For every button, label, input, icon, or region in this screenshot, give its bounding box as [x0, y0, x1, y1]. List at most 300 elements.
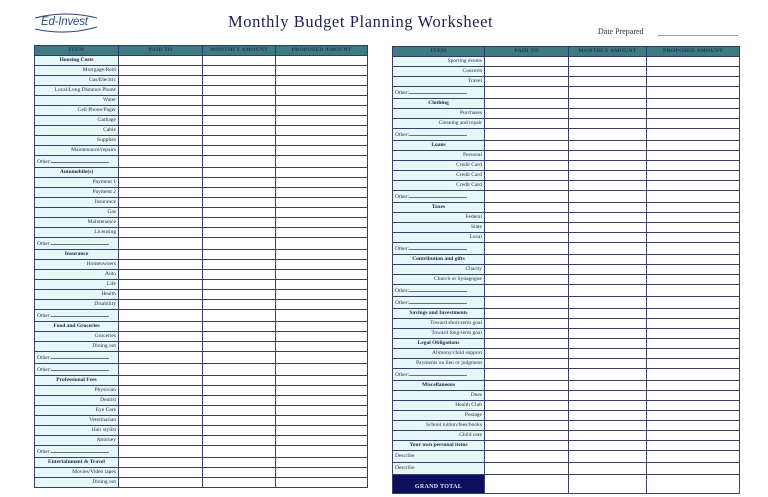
paid-to-cell[interactable] — [119, 270, 203, 280]
proposed-amount-cell[interactable] — [276, 66, 368, 76]
paid-to-cell[interactable] — [485, 243, 569, 255]
proposed-amount-cell[interactable] — [276, 136, 368, 146]
proposed-amount-cell[interactable] — [276, 86, 368, 96]
item-label-text: Describe — [395, 465, 415, 471]
paid-to-cell[interactable] — [485, 109, 569, 119]
paid-to-cell[interactable] — [485, 339, 569, 349]
table-row — [35, 146, 368, 156]
proposed-amount-cell[interactable] — [276, 76, 368, 86]
paid-to-cell[interactable] — [485, 391, 569, 401]
item-label — [35, 270, 119, 280]
proposed-amount-cell[interactable] — [647, 339, 740, 349]
monthly-amount-cell[interactable] — [569, 411, 647, 421]
paid-to-cell[interactable] — [485, 421, 569, 431]
other-blank-line[interactable] — [409, 87, 467, 94]
monthly-amount-cell[interactable] — [203, 300, 276, 310]
paid-to-cell[interactable] — [119, 208, 203, 218]
proposed-amount-cell[interactable] — [276, 386, 368, 396]
proposed-amount-cell[interactable] — [276, 96, 368, 106]
monthly-amount-cell[interactable] — [569, 275, 647, 285]
monthly-amount-cell[interactable] — [569, 359, 647, 369]
proposed-amount-cell[interactable] — [276, 208, 368, 218]
paid-to-cell[interactable] — [485, 475, 569, 494]
monthly-amount-cell[interactable] — [569, 463, 647, 475]
proposed-amount-cell[interactable] — [276, 156, 368, 168]
proposed-amount-cell[interactable] — [276, 426, 368, 436]
monthly-amount-cell[interactable] — [203, 342, 276, 352]
monthly-amount-cell[interactable] — [203, 106, 276, 116]
paid-to-cell[interactable] — [485, 431, 569, 441]
proposed-amount-cell[interactable] — [647, 329, 740, 339]
proposed-amount-cell[interactable] — [647, 441, 740, 451]
other-blank-line[interactable] — [409, 285, 467, 292]
monthly-amount-cell[interactable] — [569, 77, 647, 87]
paid-to-cell[interactable] — [119, 386, 203, 396]
item-label-text: Movies/Video tapes — [72, 469, 116, 475]
paid-to-cell[interactable] — [485, 77, 569, 87]
paid-to-cell[interactable] — [119, 364, 203, 376]
proposed-amount-cell[interactable] — [276, 300, 368, 310]
proposed-amount-cell[interactable] — [647, 475, 740, 494]
paid-to-cell[interactable] — [119, 332, 203, 342]
monthly-amount-cell[interactable] — [203, 66, 276, 76]
item-label[interactable] — [393, 191, 485, 203]
monthly-amount-cell[interactable] — [203, 364, 276, 376]
proposed-amount-cell[interactable] — [647, 411, 740, 421]
paid-to-cell[interactable] — [119, 352, 203, 364]
paid-to-cell[interactable] — [485, 381, 569, 391]
monthly-amount-cell[interactable] — [203, 136, 276, 146]
paid-to-cell[interactable] — [119, 426, 203, 436]
monthly-amount-cell[interactable] — [569, 319, 647, 329]
proposed-amount-cell[interactable] — [647, 77, 740, 87]
monthly-amount-cell[interactable] — [203, 156, 276, 168]
proposed-amount-cell[interactable] — [276, 106, 368, 116]
proposed-amount-cell[interactable] — [647, 297, 740, 309]
proposed-amount-cell[interactable] — [276, 310, 368, 322]
monthly-amount-cell[interactable] — [569, 401, 647, 411]
paid-to-cell[interactable] — [119, 86, 203, 96]
proposed-amount-cell[interactable] — [276, 178, 368, 188]
proposed-amount-cell[interactable] — [647, 451, 740, 463]
proposed-amount-cell[interactable] — [647, 421, 740, 431]
item-label — [393, 411, 485, 421]
monthly-amount-cell[interactable] — [203, 468, 276, 478]
proposed-amount-cell[interactable] — [276, 478, 368, 488]
monthly-amount-cell[interactable] — [569, 431, 647, 441]
item-label[interactable] — [35, 238, 119, 250]
proposed-amount-cell[interactable] — [647, 203, 740, 213]
paid-to-cell[interactable] — [485, 67, 569, 77]
paid-to-cell[interactable] — [485, 87, 569, 99]
paid-to-cell[interactable] — [119, 146, 203, 156]
monthly-amount-cell[interactable] — [203, 96, 276, 106]
paid-to-cell[interactable] — [485, 463, 569, 475]
proposed-amount-cell[interactable] — [276, 218, 368, 228]
monthly-amount-cell[interactable] — [569, 129, 647, 141]
paid-to-cell[interactable] — [119, 322, 203, 332]
item-label[interactable] — [393, 285, 485, 297]
proposed-amount-cell[interactable] — [647, 67, 740, 77]
proposed-amount-cell[interactable] — [276, 168, 368, 178]
monthly-amount-cell[interactable] — [569, 119, 647, 129]
paid-to-cell[interactable] — [119, 66, 203, 76]
monthly-amount-cell[interactable] — [203, 188, 276, 198]
paid-to-cell[interactable] — [119, 376, 203, 386]
proposed-amount-cell[interactable] — [647, 401, 740, 411]
paid-to-cell[interactable] — [485, 451, 569, 463]
proposed-amount-cell[interactable] — [647, 161, 740, 171]
paid-to-cell[interactable] — [485, 233, 569, 243]
monthly-amount-cell[interactable] — [569, 87, 647, 99]
proposed-amount-cell[interactable] — [276, 406, 368, 416]
monthly-amount-cell[interactable] — [569, 285, 647, 297]
category-label — [393, 141, 485, 151]
other-blank-line[interactable] — [409, 191, 467, 198]
proposed-amount-cell[interactable] — [647, 129, 740, 141]
paid-to-cell[interactable] — [485, 181, 569, 191]
monthly-amount-cell[interactable] — [203, 270, 276, 280]
paid-to-cell[interactable] — [485, 191, 569, 203]
monthly-amount-cell[interactable] — [203, 478, 276, 488]
proposed-amount-cell[interactable] — [647, 191, 740, 203]
proposed-amount-cell[interactable] — [647, 463, 740, 475]
monthly-amount-cell[interactable] — [203, 386, 276, 396]
paid-to-cell[interactable] — [485, 129, 569, 141]
other-blank-line[interactable] — [51, 352, 109, 359]
category-row — [35, 168, 368, 178]
proposed-amount-cell[interactable] — [276, 188, 368, 198]
item-label — [35, 218, 119, 228]
paid-to-cell[interactable] — [485, 285, 569, 297]
monthly-amount-cell[interactable] — [203, 168, 276, 178]
item-label — [393, 319, 485, 329]
proposed-amount-cell[interactable] — [276, 228, 368, 238]
monthly-amount-cell[interactable] — [569, 309, 647, 319]
monthly-amount-cell[interactable] — [203, 198, 276, 208]
paid-to-cell[interactable] — [119, 238, 203, 250]
monthly-amount-cell[interactable] — [203, 208, 276, 218]
monthly-amount-cell[interactable] — [203, 458, 276, 468]
paid-to-cell[interactable] — [485, 319, 569, 329]
monthly-amount-cell[interactable] — [569, 191, 647, 203]
item-label[interactable] — [393, 129, 485, 141]
proposed-amount-cell[interactable] — [647, 391, 740, 401]
other-blank-line[interactable] — [51, 156, 109, 163]
proposed-amount-cell[interactable] — [647, 87, 740, 99]
paid-to-cell[interactable] — [485, 119, 569, 129]
monthly-amount-cell[interactable] — [203, 260, 276, 270]
paid-to-cell[interactable] — [119, 406, 203, 416]
item-label[interactable] — [35, 310, 119, 322]
monthly-amount-cell[interactable] — [203, 436, 276, 446]
monthly-amount-cell[interactable] — [569, 297, 647, 309]
item-label[interactable] — [35, 364, 119, 376]
item-label[interactable] — [35, 156, 119, 168]
paid-to-cell[interactable] — [119, 446, 203, 458]
monthly-amount-cell[interactable] — [569, 349, 647, 359]
monthly-amount-cell[interactable] — [203, 228, 276, 238]
item-label[interactable] — [35, 446, 119, 458]
monthly-amount-cell[interactable] — [569, 171, 647, 181]
paid-to-cell[interactable] — [119, 96, 203, 106]
item-label[interactable] — [393, 243, 485, 255]
proposed-amount-cell[interactable] — [647, 309, 740, 319]
paid-to-cell[interactable] — [119, 168, 203, 178]
monthly-amount-cell[interactable] — [203, 376, 276, 386]
monthly-amount-cell[interactable] — [203, 352, 276, 364]
paid-to-cell[interactable] — [485, 171, 569, 181]
proposed-amount-cell[interactable] — [647, 243, 740, 255]
table-row — [393, 191, 740, 203]
paid-to-cell[interactable] — [485, 369, 569, 381]
item-label[interactable] — [393, 369, 485, 381]
monthly-amount-cell[interactable] — [203, 446, 276, 458]
other-blank-line[interactable] — [51, 364, 109, 371]
paid-to-cell[interactable] — [119, 156, 203, 168]
proposed-amount-cell[interactable] — [276, 364, 368, 376]
other-blank-line[interactable] — [409, 297, 467, 304]
paid-to-cell[interactable] — [485, 297, 569, 309]
monthly-amount-cell[interactable] — [203, 56, 276, 66]
monthly-amount-cell[interactable] — [203, 290, 276, 300]
paid-to-cell[interactable] — [119, 198, 203, 208]
proposed-amount-cell[interactable] — [276, 446, 368, 458]
proposed-amount-cell[interactable] — [647, 119, 740, 129]
monthly-amount-cell[interactable] — [569, 181, 647, 191]
paid-to-cell[interactable] — [119, 260, 203, 270]
proposed-amount-cell[interactable] — [647, 141, 740, 151]
monthly-amount-cell[interactable] — [569, 421, 647, 431]
proposed-amount-cell[interactable] — [276, 396, 368, 406]
monthly-amount-cell[interactable] — [203, 146, 276, 156]
monthly-amount-cell[interactable] — [203, 280, 276, 290]
proposed-amount-cell[interactable] — [276, 56, 368, 66]
other-blank-line[interactable] — [409, 243, 467, 250]
proposed-amount-cell[interactable] — [276, 260, 368, 270]
proposed-amount-cell[interactable] — [647, 255, 740, 265]
monthly-amount-cell[interactable] — [569, 243, 647, 255]
paid-to-cell[interactable] — [485, 213, 569, 223]
paid-to-cell[interactable] — [485, 349, 569, 359]
item-label[interactable] — [393, 463, 485, 475]
proposed-amount-cell[interactable] — [647, 319, 740, 329]
paid-to-cell[interactable] — [119, 342, 203, 352]
proposed-amount-cell[interactable] — [647, 57, 740, 67]
item-label[interactable] — [35, 352, 119, 364]
proposed-amount-cell[interactable] — [276, 250, 368, 260]
paid-to-cell[interactable] — [119, 178, 203, 188]
paid-to-cell[interactable] — [485, 401, 569, 411]
monthly-amount-cell[interactable] — [569, 151, 647, 161]
item-label — [35, 136, 119, 146]
category-row — [35, 322, 368, 332]
monthly-amount-cell[interactable] — [203, 250, 276, 260]
monthly-amount-cell[interactable] — [569, 99, 647, 109]
paid-to-cell[interactable] — [485, 265, 569, 275]
item-label — [35, 76, 119, 86]
proposed-amount-cell[interactable] — [276, 238, 368, 250]
paid-to-cell[interactable] — [119, 396, 203, 406]
paid-to-cell[interactable] — [119, 126, 203, 136]
monthly-amount-cell[interactable] — [569, 391, 647, 401]
paid-to-cell[interactable] — [485, 359, 569, 369]
monthly-amount-cell[interactable] — [203, 396, 276, 406]
item-label-text: Other: — [395, 288, 410, 294]
proposed-amount-cell[interactable] — [647, 171, 740, 181]
date-prepared-label: Date Prepared — [598, 27, 644, 36]
monthly-amount-cell[interactable] — [203, 322, 276, 332]
paid-to-cell[interactable] — [485, 329, 569, 339]
paid-to-cell[interactable] — [119, 136, 203, 146]
proposed-amount-cell[interactable] — [276, 198, 368, 208]
proposed-amount-cell[interactable] — [276, 270, 368, 280]
proposed-amount-cell[interactable] — [276, 290, 368, 300]
paid-to-cell[interactable] — [119, 458, 203, 468]
proposed-amount-cell[interactable] — [647, 213, 740, 223]
monthly-amount-cell[interactable] — [569, 265, 647, 275]
paid-to-cell[interactable] — [119, 436, 203, 446]
monthly-amount-cell[interactable] — [569, 369, 647, 381]
paid-to-cell[interactable] — [119, 478, 203, 488]
proposed-amount-cell[interactable] — [647, 181, 740, 191]
paid-to-cell[interactable] — [119, 228, 203, 238]
proposed-amount-cell[interactable] — [647, 349, 740, 359]
monthly-amount-cell[interactable] — [203, 178, 276, 188]
monthly-amount-cell[interactable] — [569, 141, 647, 151]
proposed-amount-cell[interactable] — [647, 223, 740, 233]
proposed-amount-cell[interactable] — [276, 126, 368, 136]
proposed-amount-cell[interactable] — [647, 233, 740, 243]
proposed-amount-cell[interactable] — [276, 376, 368, 386]
monthly-amount-cell[interactable] — [203, 238, 276, 250]
monthly-amount-cell[interactable] — [569, 109, 647, 119]
other-blank-line[interactable] — [409, 369, 467, 376]
proposed-amount-cell[interactable] — [647, 381, 740, 391]
paid-to-cell[interactable] — [119, 116, 203, 126]
proposed-amount-cell[interactable] — [647, 109, 740, 119]
proposed-amount-cell[interactable] — [276, 146, 368, 156]
monthly-amount-cell[interactable] — [569, 203, 647, 213]
monthly-amount-cell[interactable] — [569, 213, 647, 223]
paid-to-cell[interactable] — [485, 255, 569, 265]
proposed-amount-cell[interactable] — [276, 116, 368, 126]
paid-to-cell[interactable] — [119, 290, 203, 300]
proposed-amount-cell[interactable] — [647, 431, 740, 441]
paid-to-cell[interactable] — [485, 57, 569, 67]
monthly-amount-cell[interactable] — [569, 441, 647, 451]
other-blank-line[interactable] — [51, 310, 109, 317]
monthly-amount-cell[interactable] — [203, 86, 276, 96]
monthly-amount-cell[interactable] — [203, 406, 276, 416]
proposed-amount-cell[interactable] — [276, 468, 368, 478]
paid-to-cell[interactable] — [485, 99, 569, 109]
monthly-amount-cell[interactable] — [569, 223, 647, 233]
monthly-amount-cell[interactable] — [203, 218, 276, 228]
monthly-amount-cell[interactable] — [569, 339, 647, 349]
item-label-text: Other: — [395, 246, 410, 252]
item-label — [35, 332, 119, 342]
monthly-amount-cell[interactable] — [569, 381, 647, 391]
paid-to-cell[interactable] — [485, 203, 569, 213]
monthly-amount-cell[interactable] — [203, 426, 276, 436]
proposed-amount-cell[interactable] — [647, 359, 740, 369]
proposed-amount-cell[interactable] — [276, 458, 368, 468]
paid-to-cell[interactable] — [119, 218, 203, 228]
monthly-amount-cell[interactable] — [569, 233, 647, 243]
proposed-amount-cell[interactable] — [647, 151, 740, 161]
paid-to-cell[interactable] — [485, 223, 569, 233]
other-blank-line[interactable] — [51, 238, 109, 245]
other-blank-line[interactable] — [51, 446, 109, 453]
monthly-amount-cell[interactable] — [203, 332, 276, 342]
paid-to-cell[interactable] — [119, 468, 203, 478]
proposed-amount-cell[interactable] — [276, 332, 368, 342]
paid-to-cell[interactable] — [485, 161, 569, 171]
proposed-amount-cell[interactable] — [647, 285, 740, 297]
proposed-amount-cell[interactable] — [647, 369, 740, 381]
date-prepared-field[interactable] — [658, 35, 738, 36]
paid-to-cell[interactable] — [119, 76, 203, 86]
paid-to-cell[interactable] — [485, 275, 569, 285]
paid-to-cell[interactable] — [119, 310, 203, 322]
paid-to-cell[interactable] — [119, 250, 203, 260]
other-blank-line[interactable] — [409, 129, 467, 136]
proposed-amount-cell[interactable] — [647, 265, 740, 275]
paid-to-cell[interactable] — [485, 151, 569, 161]
monthly-amount-cell[interactable] — [569, 57, 647, 67]
paid-to-cell[interactable] — [119, 56, 203, 66]
proposed-amount-cell[interactable] — [276, 342, 368, 352]
proposed-amount-cell[interactable] — [276, 280, 368, 290]
proposed-amount-cell[interactable] — [276, 416, 368, 426]
monthly-amount-cell[interactable] — [569, 161, 647, 171]
monthly-amount-cell[interactable] — [203, 116, 276, 126]
paid-to-cell[interactable] — [485, 411, 569, 421]
paid-to-cell[interactable] — [485, 441, 569, 451]
paid-to-cell[interactable] — [119, 416, 203, 426]
monthly-amount-cell[interactable] — [569, 255, 647, 265]
paid-to-cell[interactable] — [119, 188, 203, 198]
item-label-text: Other: — [395, 194, 410, 200]
paid-to-cell[interactable] — [119, 300, 203, 310]
proposed-amount-cell[interactable] — [276, 436, 368, 446]
paid-to-cell[interactable] — [119, 106, 203, 116]
monthly-amount-cell[interactable] — [203, 76, 276, 86]
item-label[interactable] — [393, 297, 485, 309]
column-header-paid-to: PAID TO — [485, 47, 569, 57]
monthly-amount-cell[interactable] — [203, 126, 276, 136]
table-row — [393, 349, 740, 359]
item-label[interactable] — [393, 451, 485, 463]
monthly-amount-cell[interactable] — [569, 329, 647, 339]
proposed-amount-cell[interactable] — [276, 352, 368, 364]
proposed-amount-cell[interactable] — [647, 99, 740, 109]
proposed-amount-cell[interactable] — [647, 275, 740, 285]
monthly-amount-cell[interactable] — [569, 451, 647, 463]
proposed-amount-cell[interactable] — [276, 322, 368, 332]
monthly-amount-cell[interactable] — [203, 310, 276, 322]
item-label-text: Postage — [464, 412, 482, 418]
paid-to-cell[interactable] — [485, 141, 569, 151]
item-label-text: State — [471, 224, 482, 230]
monthly-amount-cell[interactable] — [569, 67, 647, 77]
paid-to-cell[interactable] — [485, 309, 569, 319]
paid-to-cell[interactable] — [119, 280, 203, 290]
monthly-amount-cell[interactable] — [203, 416, 276, 426]
item-label[interactable] — [393, 87, 485, 99]
monthly-amount-cell[interactable] — [569, 475, 647, 494]
